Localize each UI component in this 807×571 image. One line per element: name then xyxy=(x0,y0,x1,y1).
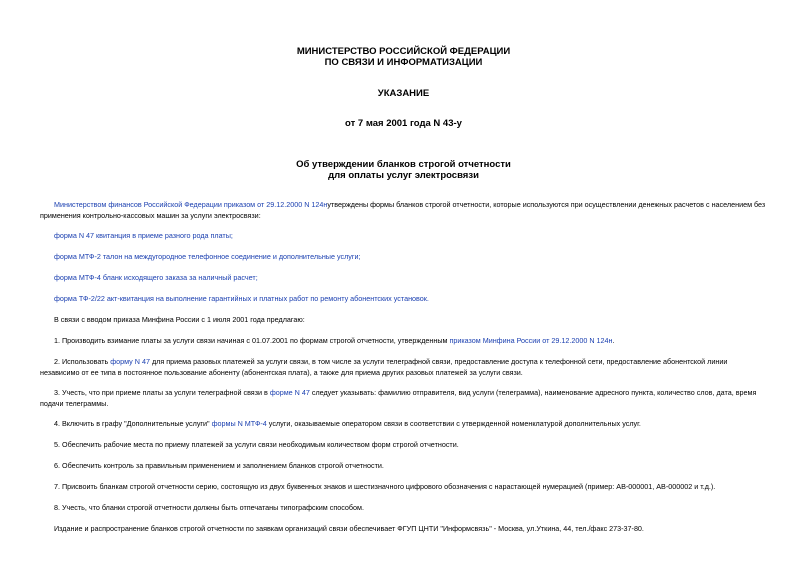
form-mtf4-ref-link[interactable]: формы N МТФ-4 xyxy=(211,419,267,428)
item-2-paragraph xyxy=(40,356,768,378)
order-124n-link-2[interactable]: приказом Минфина России от 29.12.2000 N 124н xyxy=(449,336,613,345)
subject-line2: для оплаты услуг электросвязи xyxy=(328,170,479,181)
item-4-paragraph xyxy=(40,418,768,429)
order-124n-link[interactable]: Министерством финансов Российской Федерации приказом от 29.12.2000 N 124н xyxy=(54,200,328,209)
item-2-pre: 2. Использовать xyxy=(54,357,111,366)
intro-text: утверждены формы бланков строгой отчетности, которые используются при осуществлении денежных расчетов с населением без применения контрольно-кассовых машин за услуги электросвязи: xyxy=(40,200,766,220)
form-47-ref-link-2[interactable]: форме N 47 xyxy=(269,388,310,397)
ministry-title-line1: МИНИСТЕРСТВО РОССИЙСКОЙ ФЕДЕРАЦИИ xyxy=(296,46,511,57)
item-3-pre: 3. Учесть, что при приеме платы за услуги телеграфной связи в xyxy=(54,388,270,397)
item-1-paragraph xyxy=(40,335,768,346)
document-type: УКАЗАНИЕ xyxy=(377,88,430,99)
item-4-pre: 4. Включить в графу "Дополнительные услуги" xyxy=(54,419,212,428)
item-6-paragraph: 6. Обеспечить контроль за правильным применением и заполнением бланков строгой отчетности. xyxy=(54,461,384,470)
item-7-paragraph: 7. Присвоить бланкам строгой отчетности серию, состоящую из двух буквенных знаков и шестизначного цифрового обозначения с нарастающей нумерацией (пример: АВ-000001, АВ-000002 и т.д.). xyxy=(54,482,716,491)
item-3-paragraph xyxy=(40,387,768,409)
form-47-ref-link[interactable]: форму N 47 xyxy=(110,357,150,366)
form-tf222-link[interactable]: форма ТФ-2/22 акт-квитанция на выполнение гарантийных и платных работ по ремонту абонентских установок. xyxy=(54,294,429,303)
form-47-link[interactable]: форма N 47 квитанция в приеме разного рода платы; xyxy=(54,231,233,240)
item-1-text: 1. Производить взимание платы за услуги связи начиная с 01.07.2001 по формам строгой отчетности, утвержденным xyxy=(54,336,450,345)
item-8-paragraph: 8. Учесть, что бланки строгой отчетности должны быть отпечатаны типографским способом. xyxy=(54,503,364,512)
propose-paragraph: В связи с вводом приказа Минфина России с 1 июля 2001 года предлагаю: xyxy=(54,315,305,324)
form-mtf4-link[interactable]: форма МТФ-4 бланк исходящего заказа за наличный расчет; xyxy=(54,273,258,282)
item-2-post: для приема разовых платежей за услуги связи, в том числе за услуги телеграфной связи, предоставление доступа к телефонной сети, предоставление абонентской линии независимо от ее типа в постоянное пользование абоненту (абонентская плата), а также для приема других разовых платежей за услуги связи. xyxy=(40,357,728,377)
ministry-title-line2: ПО СВЯЗИ И ИНФОРМАТИЗАЦИИ xyxy=(324,57,483,68)
intro-paragraph xyxy=(40,199,768,221)
item-3-post: следует указывать: фамилию отправителя, вид услуги (телеграмма), наименование адресного пункта, количество слов, дата, время подачи телеграммы. xyxy=(40,388,757,408)
document-date: от 7 мая 2001 года N 43-у xyxy=(345,118,462,129)
form-mtf2-link[interactable]: форма МТФ-2 талон на междугородное телефонное соединение и дополнительные услуги; xyxy=(54,252,361,261)
publishing-paragraph: Издание и распространение бланков строгой отчетности по заявкам организаций связи обеспечивает ФГУП ЦНТИ "Информсвязь" - Москва, ул.Уткина, 44, тел./факс 273-37-80. xyxy=(54,524,644,533)
item-5-paragraph: 5. Обеспечить рабочие места по приему платежей за услуги связи необходимым количеством форм строгой отчетности. xyxy=(54,440,459,449)
item-1-end: . xyxy=(612,336,615,345)
item-4-post: услуги, оказываемые оператором связи в соответствии с утвержденной номенклатурой дополнительных услуг. xyxy=(266,419,641,428)
subject-line1: Об утверждении бланков строгой отчетности xyxy=(296,159,511,170)
